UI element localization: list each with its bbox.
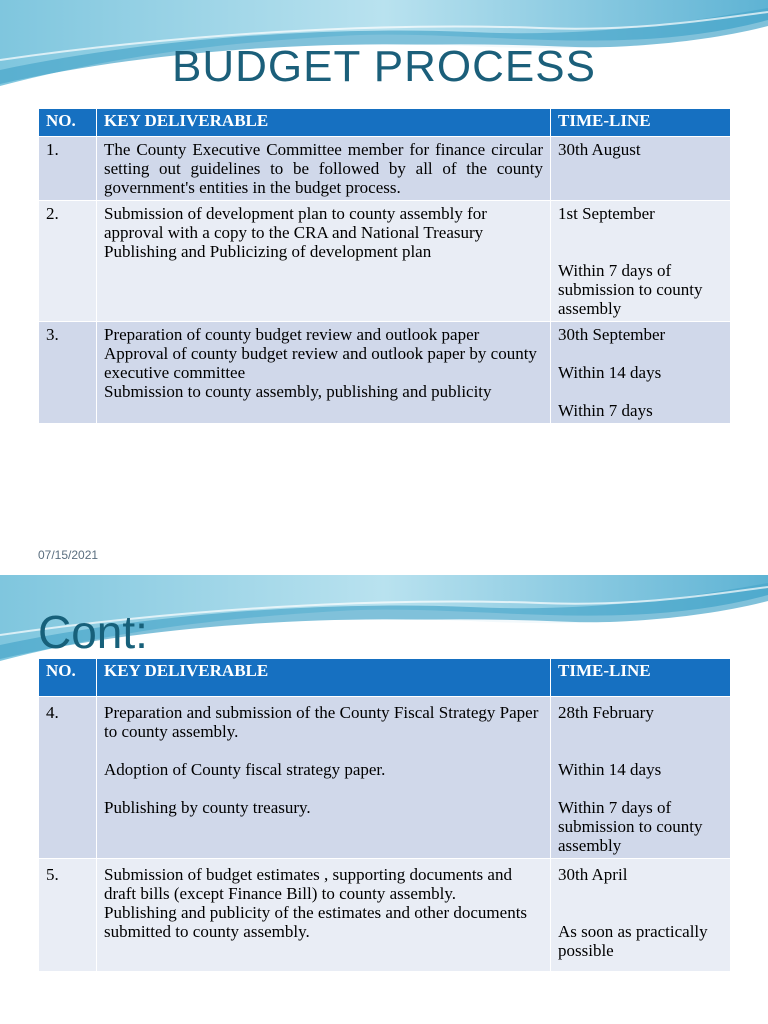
- timeline-line: Within 7 days: [558, 401, 653, 420]
- timeline-line: As soon as practically possible: [558, 922, 708, 960]
- spacer: [558, 884, 723, 903]
- timeline-line: Within 7 days of submission to county assembly: [558, 261, 703, 318]
- budget-process-table: [38, 108, 731, 424]
- row-number: 2.: [39, 201, 97, 322]
- spacer: [104, 741, 543, 760]
- header-key-deliverable: KEY DELIVERABLE: [97, 659, 551, 697]
- deliverable-line: Submission of budget estimates , supporting documents and draft bills (except Finance Bill) to county assembly.: [104, 865, 512, 903]
- page-title: Cont:: [38, 606, 148, 658]
- timeline-line: 1st September: [558, 204, 655, 223]
- header-no: NO.: [39, 659, 97, 697]
- row-timeline: 30th August: [551, 137, 731, 201]
- spacer: [558, 242, 723, 261]
- row-deliverable: [97, 697, 551, 859]
- deliverable-line: Publishing and publicity of the estimates and other documents submitted to county assembly.: [104, 903, 528, 941]
- header-no: NO.: [39, 109, 97, 137]
- row-number: 5.: [39, 859, 97, 972]
- spacer: [558, 382, 723, 401]
- row-deliverable: [97, 859, 551, 972]
- deliverable-line: Preparation and submission of the County Fiscal Strategy Paper to county assembly.: [104, 703, 539, 741]
- row-timeline: [551, 859, 731, 972]
- row-timeline: [551, 322, 731, 424]
- timeline-line: Within 14 days: [558, 363, 662, 382]
- spacer: [558, 779, 723, 798]
- row-deliverable: [97, 322, 551, 424]
- timeline-line: Within 14 days: [558, 760, 662, 779]
- deliverable-line: Preparation of county budget review and outlook paper: [104, 325, 480, 344]
- timeline-line: 28th February: [558, 703, 654, 722]
- row-deliverable: [97, 201, 551, 322]
- spacer: [558, 903, 723, 922]
- timeline-line: 30th September: [558, 325, 666, 344]
- table-row: [39, 201, 731, 322]
- row-deliverable: The County Executive Committee member for finance circular setting out guidelines to be followed by all of the county government's entities in the budget process.: [97, 137, 551, 201]
- table-row: [39, 697, 731, 859]
- spacer: [558, 344, 723, 363]
- spacer: [558, 741, 723, 760]
- table-row: [39, 137, 731, 201]
- deliverable-line: Publishing and Publicizing of development plan: [104, 242, 432, 261]
- deliverable-line: Submission to county assembly, publishing and publicity: [104, 382, 492, 401]
- row-number: 4.: [39, 697, 97, 859]
- header-time-line: TIME-LINE: [551, 109, 731, 137]
- table-header-row: [39, 659, 731, 697]
- deliverable-line: Publishing by county treasury.: [104, 798, 311, 817]
- spacer: [558, 223, 723, 242]
- spacer: [104, 779, 543, 798]
- row-number: 1.: [39, 137, 97, 201]
- budget-process-table-cont: [38, 658, 731, 972]
- row-number: 3.: [39, 322, 97, 424]
- table-header-row: [39, 109, 731, 137]
- slide-cont: [0, 575, 768, 1024]
- row-timeline: [551, 201, 731, 322]
- spacer: [558, 722, 723, 741]
- deliverable-line: Submission of development plan to county assembly for approval with a copy to the CRA and National Treasury: [104, 204, 487, 242]
- header-key-deliverable: KEY DELIVERABLE: [97, 109, 551, 137]
- timeline-line: Within 7 days of submission to county assembly: [558, 798, 703, 855]
- timeline-line: 30th April: [558, 865, 628, 884]
- row-timeline: [551, 697, 731, 859]
- footer-date: 07/15/2021: [38, 548, 99, 562]
- deliverable-line: Approval of county budget review and outlook paper by county executive committee: [104, 344, 537, 382]
- page-title: BUDGET PROCESS: [172, 42, 596, 91]
- table-row: [39, 859, 731, 972]
- deliverable-line: Adoption of County fiscal strategy paper.: [104, 760, 386, 779]
- header-time-line: TIME-LINE: [551, 659, 731, 697]
- table-row: [39, 322, 731, 424]
